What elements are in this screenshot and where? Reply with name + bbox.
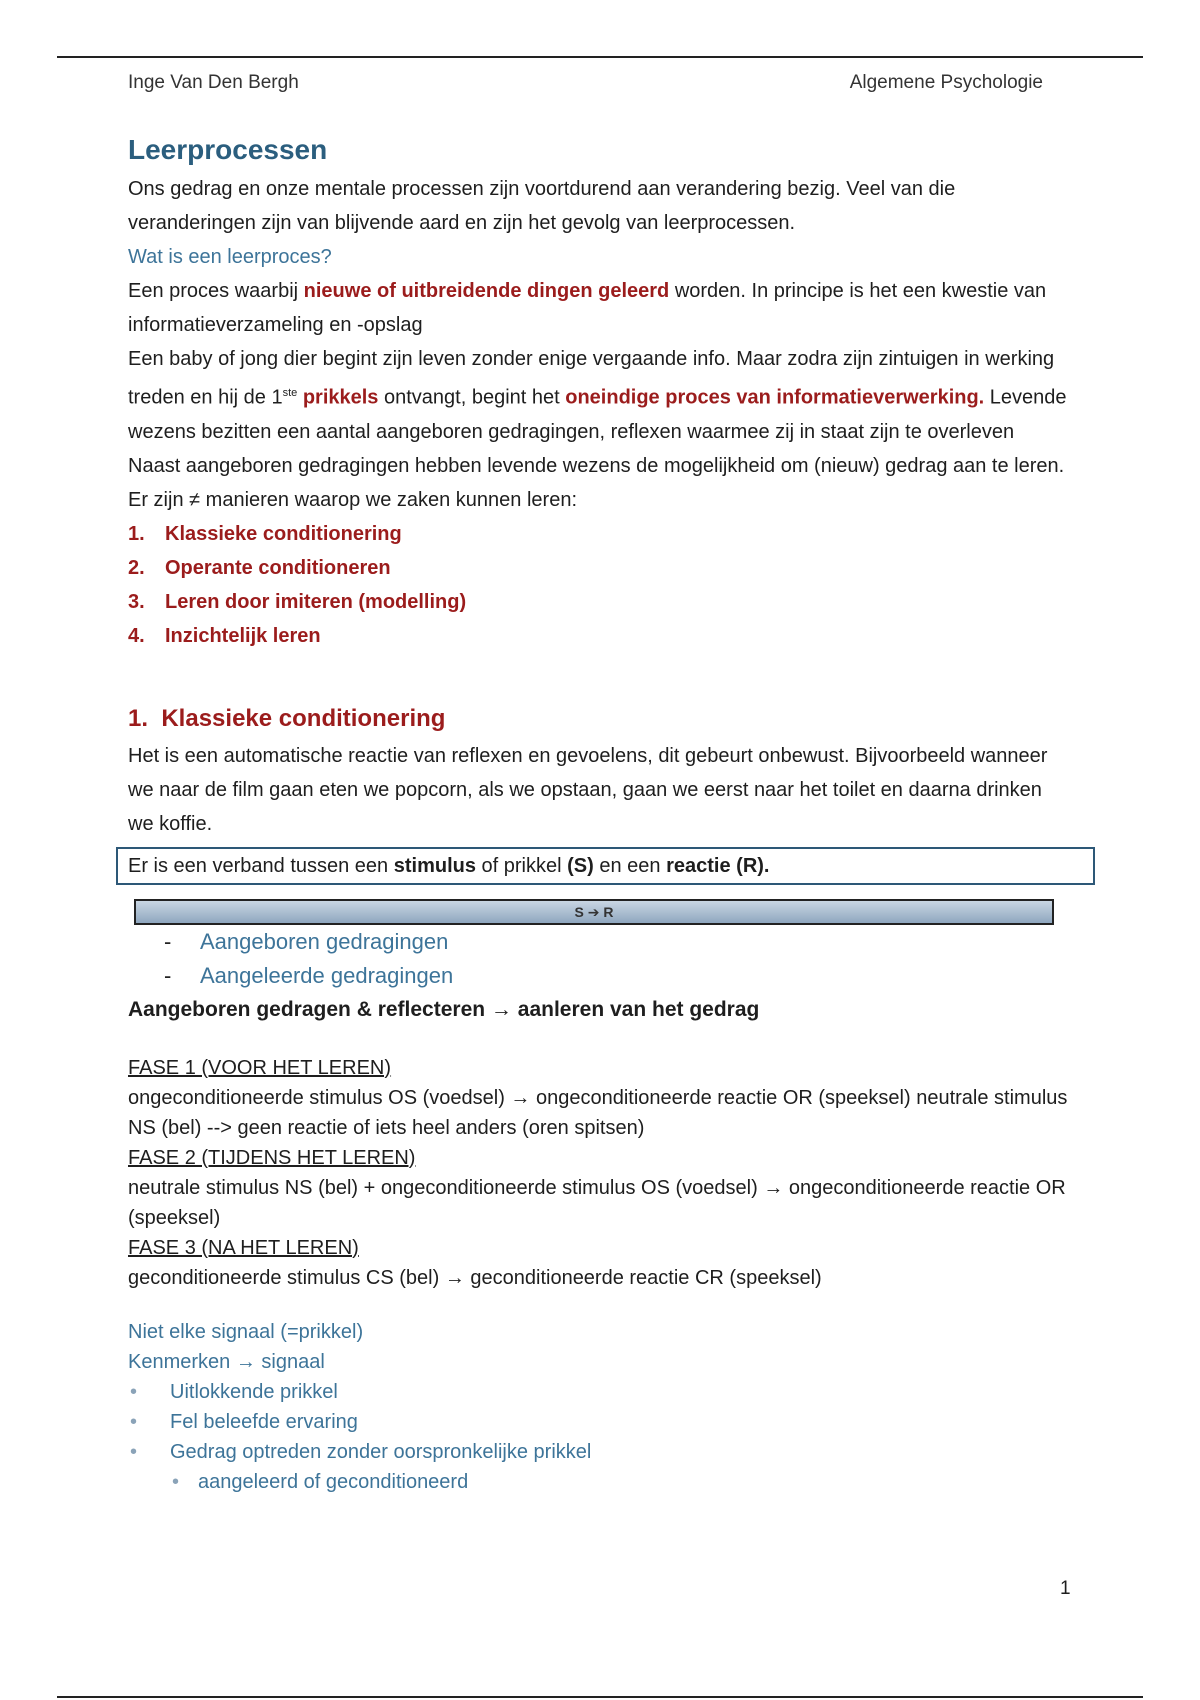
phase-text: geconditioneerde stimulus CS (bel) → geconditioneerde reactie CR (speeksel)	[128, 1266, 822, 1289]
page-number: 1	[1060, 1578, 1071, 1599]
phase-title: FASE 3 (NA HET LEREN)	[128, 1236, 359, 1259]
highlight-new-things: nieuwe of uitbreidende dingen geleerd	[303, 280, 670, 302]
highlight-prikkels: prikkels	[302, 386, 379, 409]
intro-paragraph: Ons gedrag en onze mentale processen zijn voortdurend aan verandering bezig. Veel van die veranderingen zijn van blijvende aard en zijn het gevolg van leerprocessen.	[128, 178, 956, 234]
question-heading: Wat is een leerproces?	[128, 246, 332, 268]
phase-title: FASE 2 (TIJDENS HET LEREN)	[128, 1146, 416, 1169]
header-course: Algemene Psychologie	[849, 72, 1043, 93]
baby-paragraph: Een baby of jong dier begint zijn leven zonder enige vergaande info. Maar zodra zijn zintuigen in werking treden en hij de 1ste prikkels ontvangt, begint het oneindige proces van informatieverwerking. Levende wezens bezitten een aantal aangeboren gedragingen, reflexen waarmee zij in staat zijn te overleven	[128, 348, 1067, 443]
phase-text: ongeconditioneerde stimulus OS (voedsel) → ongeconditioneerde reactie OR (speeksel) neutrale stimulus NS (bel) --> geen reactie of iets heel anders (oren spitsen)	[128, 1086, 1068, 1139]
methods-list	[128, 517, 1073, 653]
phase-1	[128, 1053, 1073, 1143]
learning-ways-paragraph: Naast aangeboren gedragingen hebben levende wezens de mogelijkheid om (nieuw) gedrag aan te leren. Er zijn ≠ manieren waarop we zaken kunnen leren:	[128, 454, 1065, 511]
top-rule	[57, 56, 1143, 58]
page-title: Leerprocessen	[128, 134, 328, 165]
list-item: • aangeleerd of geconditioneerd	[172, 1470, 469, 1493]
phase-title: FASE 1 (VOOR HET LEREN)	[128, 1056, 392, 1079]
document-body	[128, 128, 1073, 1497]
stimulus-response-bar: S ➔ R	[134, 899, 1054, 925]
highlight-oneindige-proces: oneindige proces van informatieverwerking.	[565, 386, 985, 409]
section-text: Het is een automatische reactie van reflexen en gevoelens, dit gebeurt onbewust. Bijvoorbeeld wanneer we naar de film gaan eten we popcorn, als we opstaan, gaan we eerst naar het toilet en daarna drinken we koffie.	[128, 744, 1048, 835]
bottom-rule	[57, 1696, 1143, 1698]
signal-features-heading: Kenmerken → signaal	[128, 1350, 325, 1373]
list-item: • Fel beleefde ervaring	[130, 1410, 358, 1433]
phase-3	[128, 1233, 1073, 1293]
page-header	[128, 72, 1043, 94]
list-item: 4. Inzichtelijk leren	[128, 624, 321, 647]
list-item: - Aangeboren gedragingen	[164, 928, 449, 954]
phase-2	[128, 1143, 1073, 1233]
list-item: 2. Operante conditioneren	[128, 556, 391, 579]
list-item: 3. Leren door imiteren (modelling)	[128, 590, 467, 613]
list-item: • Uitlokkende prikkel	[130, 1380, 338, 1403]
list-item: 1. Klassieke conditionering	[128, 522, 402, 545]
signal-note: Niet elke signaal (=prikkel)	[128, 1320, 364, 1343]
section-heading: 1. Klassieke conditionering	[128, 704, 446, 732]
list-item: • Gedrag optreden zonder oorspronkelijke prikkel	[130, 1440, 592, 1463]
header-author: Inge Van Den Bergh	[128, 72, 299, 93]
list-item: - Aangeleerde gedragingen	[164, 962, 454, 988]
sr-definition-box: Er is een verband tussen een stimulus of prikkel (S) en een reactie (R).	[116, 847, 1095, 885]
summary-line: Aangeboren gedragen & reflecteren → aanleren van het gedrag	[128, 997, 760, 1021]
phase-text: neutrale stimulus NS (bel) + ongeconditioneerde stimulus OS (voedsel) → ongeconditioneerde reactie OR (speeksel)	[128, 1176, 1066, 1229]
definition-paragraph: Een proces waarbij nieuwe of uitbreidende dingen geleerd worden. In principe is het een kwestie van informatieverzameling en -opslag	[128, 280, 1047, 336]
